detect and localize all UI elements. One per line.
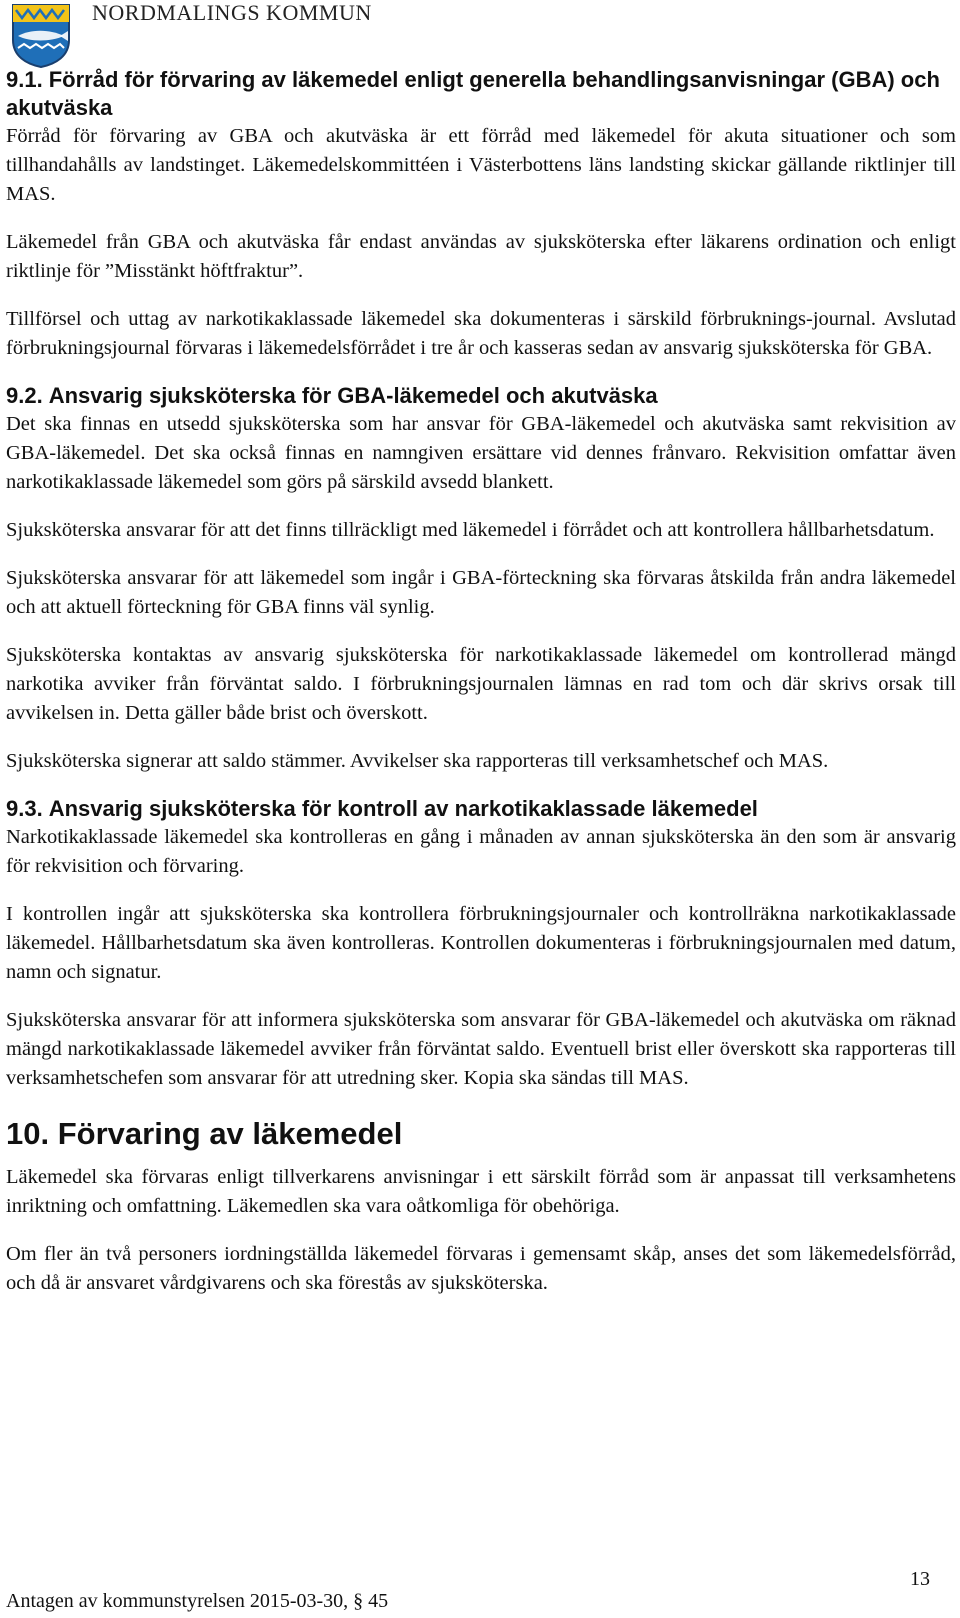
paragraph: Sjuksköterska ansvarar för att det finns tillräckligt med läkemedel i förrådet och att kontrollera hållbarhetsdatum. xyxy=(6,519,935,541)
section-heading-9-3 xyxy=(6,795,956,823)
paragraph: Tillförsel och uttag av narkotikaklassade läkemedel ska dokumenteras i särskild förbruknings-journal. Avslutad förbrukningsjournal förvaras i läkemedelsförrådet i tre år och kasseras sedan av ansvarig sjuksköterska för GBA. xyxy=(6,308,956,359)
document-body xyxy=(6,66,956,1317)
chapter-title: Förvaring av läkemedel xyxy=(57,1116,403,1151)
section-title: Ansvarig sjuksköterska för kontroll av narkotikaklassade läkemedel xyxy=(48,796,758,821)
page-number: 13 xyxy=(910,1568,930,1590)
paragraph: Sjuksköterska ansvarar för att läkemedel som ingår i GBA-förteckning ska förvaras åtskilda från andra läkemedel och att aktuell förteckning för GBA finns väl synlig. xyxy=(6,567,956,618)
paragraph: Om fler än två personers iordningställda läkemedel förvaras i gemensamt skåp, anses det som läkemedelsförråd, och då är ansvaret vårdgivarens och ska förestås av sjuksköterska. xyxy=(6,1243,956,1294)
section-number: 9.2. xyxy=(6,383,43,408)
section-title: Ansvarig sjuksköterska för GBA-läkemedel och akutväska xyxy=(48,383,658,408)
paragraph: Narkotikaklassade läkemedel ska kontrolleras en gång i månaden av annan sjuksköterska än den som är ansvarig för rekvisition och förvaring. xyxy=(6,826,956,877)
paragraph: I kontrollen ingår att sjuksköterska ska kontrollera förbrukningsjournaler och kontrollräkna narkotikaklassade läkemedel. Hållbarhetsdatum ska även kontrolleras. Kontrollen dokumenteras i förbrukningsjournalen med datum, namn och signatur. xyxy=(6,903,956,983)
paragraph: Sjuksköterska ansvarar för att informera sjuksköterska som ansvarar för GBA-läkemedel och akutväska om räknad mängd narkotikaklassade läkemedel avviker från förväntat saldo. Eventuell brist eller överskott ska rapporteras till verksamhetschefen som ansvarar för att utredning sker. Kopia ska sändas till MAS. xyxy=(6,1009,956,1089)
paragraph: Läkemedel från GBA och akutväska får endast användas av sjuksköterska efter läkarens ordination och enligt riktlinje för ”Misstänkt höftfraktur”. xyxy=(6,231,956,282)
paragraph: Förråd för förvaring av GBA och akutväska är ett förråd med läkemedel för akuta situationer och som tillhandahålls av landstinget. Läkemedelskommittéen i Västerbottens läns landsting skickar gällande riktlinjer till MAS. xyxy=(6,125,956,205)
chapter-heading-10 xyxy=(6,1115,956,1153)
paragraph: Sjuksköterska kontaktas av ansvarig sjuksköterska för narkotikaklassade läkemedel om kontrollerad mängd narkotika avviker från förväntat saldo. I förbrukningsjournalen lämnas en rad tom och där skrivs orsak till avvikelsen in. Detta gäller både brist och överskott. xyxy=(6,644,956,724)
chapter-number: 10. xyxy=(6,1116,50,1151)
section-title: Förråd för förvaring av läkemedel enligt generella behandlingsanvisningar (GBA) och akutväska xyxy=(6,67,940,120)
section-number: 9.3. xyxy=(6,796,43,821)
paragraph: Läkemedel ska förvaras enligt tillverkarens anvisningar i ett särskilt förråd som är anpassat till verksamhetens inriktning och omfattning. Läkemedlen ska vara oåtkomliga för obehöriga. xyxy=(6,1166,956,1217)
section-heading-9-1 xyxy=(6,66,956,122)
section-heading-9-2 xyxy=(6,382,956,410)
coat-of-arms-icon xyxy=(10,2,72,68)
section-number: 9.1. xyxy=(6,67,43,92)
footer-adoption-note: Antagen av kommunstyrelsen 2015-03-30, § 45 xyxy=(6,1590,389,1612)
paragraph: Det ska finnas en utsedd sjuksköterska som har ansvar för GBA-läkemedel och akutväska samt rekvisition av GBA-läkemedel. Det ska också finnas en namngiven ersättare vid dennes frånvaro. Rekvisition omfattar även narkotikaklassade läkemedel som görs på särskild avsedd blankett. xyxy=(6,413,956,493)
paragraph: Sjuksköterska signerar att saldo stämmer. Avvikelser ska rapporteras till verksamhetschef och MAS. xyxy=(6,750,829,772)
organization-name: NORDMALINGS KOMMUN xyxy=(92,0,372,25)
